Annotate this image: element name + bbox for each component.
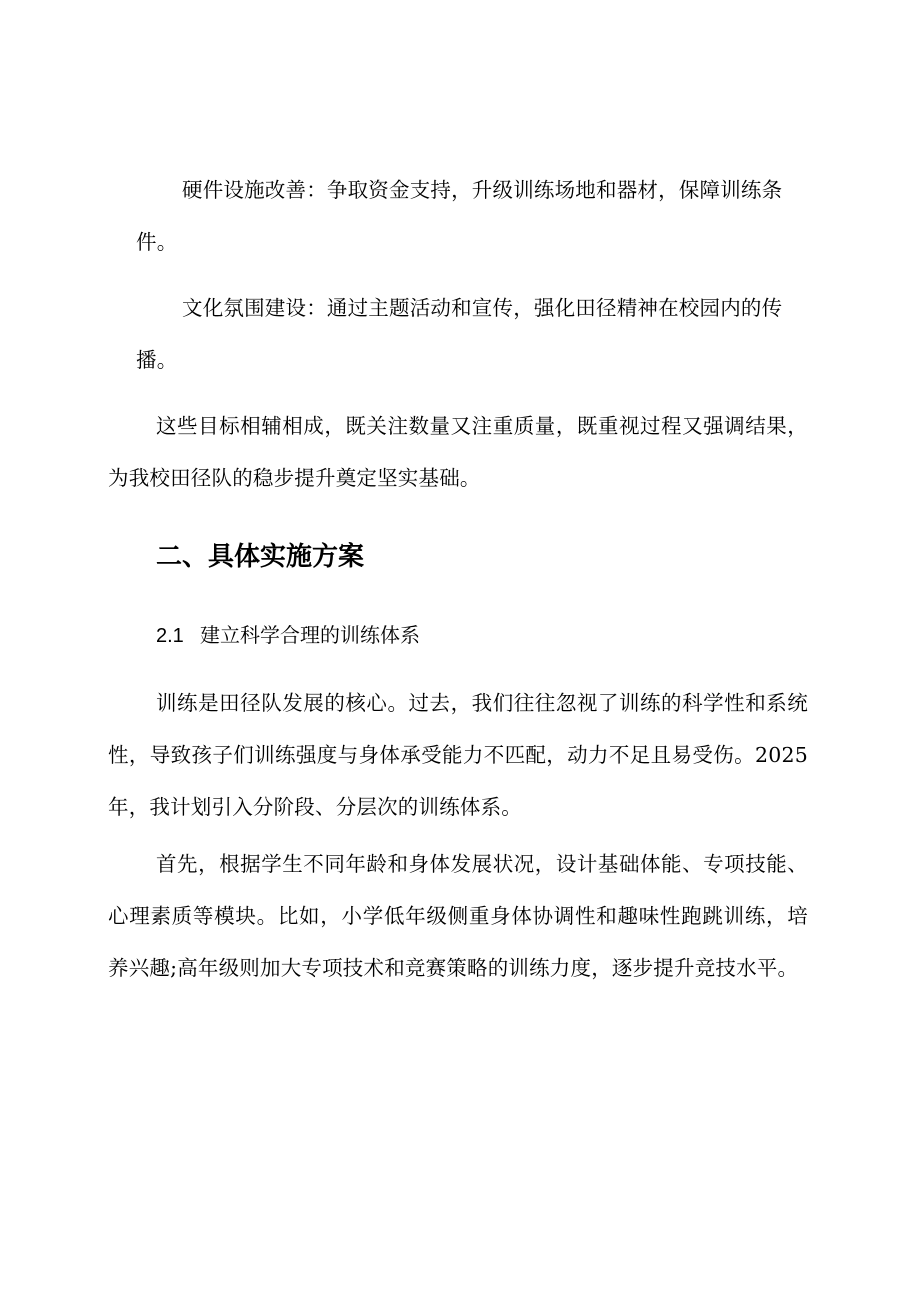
paragraph-culture-line1: 文化氛围建设：通过主题活动和宣传，强化田径精神在校园内的传 [182, 296, 783, 320]
paragraph-culture-line2: 播。 [136, 348, 178, 372]
paragraph-hardware-line2: 件。 [136, 230, 178, 254]
subsection-title: 建立科学合理的训练体系 [200, 623, 420, 647]
paragraph-hardware [108, 164, 808, 268]
paragraph-first: 首先，根据学生不同年龄和身体发展状况，设计基础体能、专项技能、心理素质等模块。比如，小学低年级侧重身体协调性和趣味性跑跳训练，培养兴趣;高年级则加大专项技术和竞赛策略的训练力度，逐步提升竞技水平。 [108, 852, 808, 980]
subsection-number: 2.1 [156, 625, 184, 647]
paragraph-hardware-line1: 硬件设施改善：争取资金支持，升级训练场地和器材，保障训练条 [182, 178, 783, 202]
section-heading: 二、具体实施方案 [156, 542, 365, 572]
paragraph-training: 训练是田径队发展的核心。过去，我们往往忽视了训练的科学性和系统性，导致孩子们训练强度与身体承受能力不匹配，动力不足且易受伤。2025年，我计划引入分阶段、分层次的训练体系。 [108, 691, 808, 819]
paragraph-summary: 这些目标相辅相成，既关注数量又注重质量，既重视过程又强调结果，为我校田径队的稳步提升奠定坚实基础。 [108, 414, 808, 490]
subsection-heading [156, 613, 420, 658]
paragraph-culture [108, 282, 808, 386]
